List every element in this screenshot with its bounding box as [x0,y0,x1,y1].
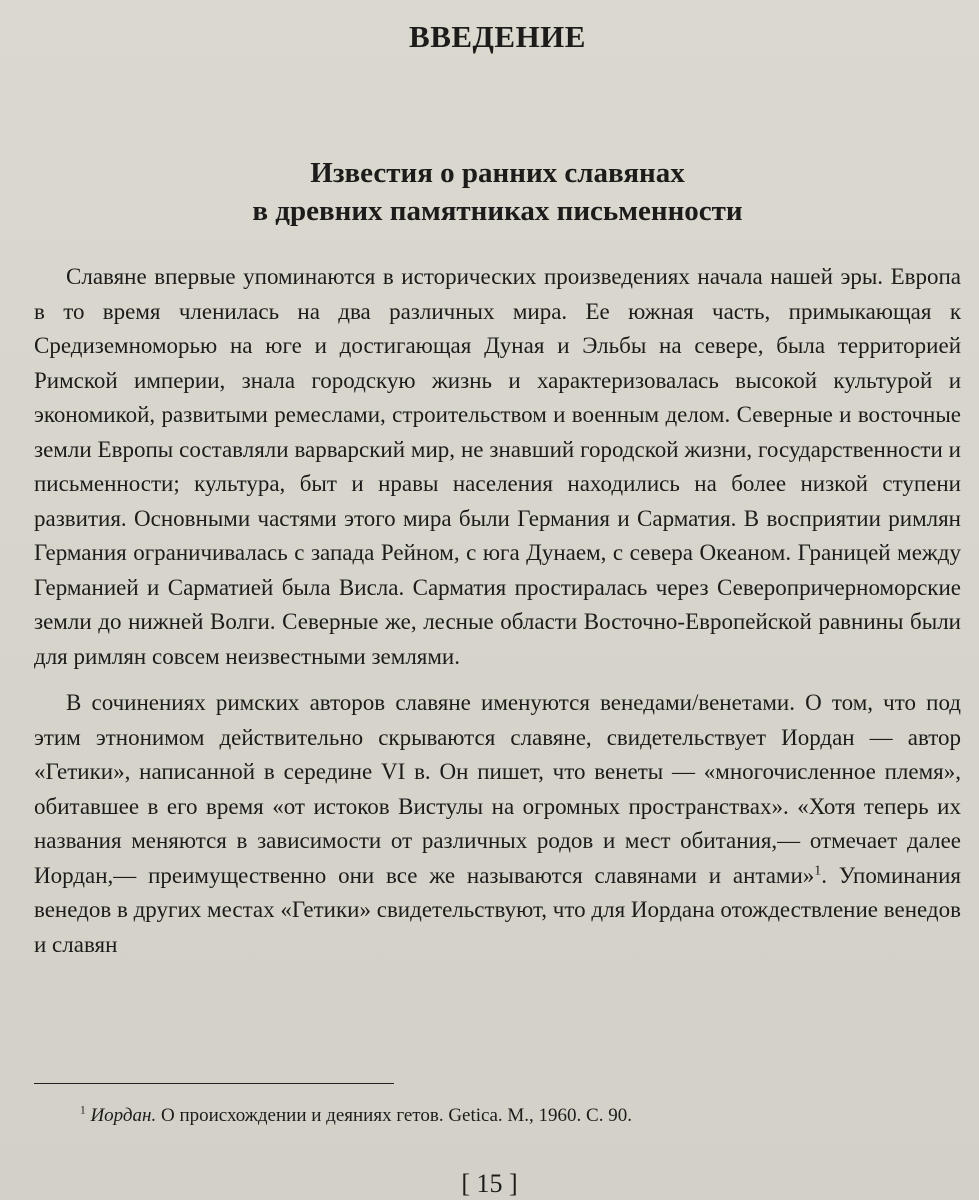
footnote-text: О происхождении и деяниях гетов. Getica. М., 1960. С. 90. [156,1105,632,1126]
section-title-line-1: Известия о ранних славянах [310,157,685,189]
footnote-number: 1 [80,1104,86,1117]
paragraph-2-text-after-note: . Упоминания венедов в других местах «Гетики» свидетельствуют, что для Иордана отождествление венедов и славян [34,862,961,957]
section-title [34,154,961,230]
body-text [34,260,961,962]
footnote-author: Иордан. [90,1105,157,1126]
paragraph-2 [34,686,961,962]
footnote-reference: 1 [814,861,822,877]
footnote [80,1103,632,1129]
paragraph-1: Славяне впервые упоминаются в исторических произведениях начала нашей эры. Европа в то время членилась на два различных мира. Ее южная часть, примыкающая к Средиземноморью на юге и достигающая Дуная и Эльбы на севере, была территорией Римской империи, знала городскую жизнь и характеризовалась высокой культурой и экономикой, развитыми ремеслами, строительством и военным делом. Северные и восточные земли Европы составляли варварский мир, не знавший городской жизни, государственности и письменности; культура, быт и нравы населения находились на более низкой ступени развития. Основными частями этого мира были Германия и Сарматия. В восприятии римлян Германия ограничивалась с запада Рейном, с юга Дунаем, с севера Океаном. Границей между Германией и Сарматией была Висла. Сарматия простиралась через Северопричерноморские земли до нижней Волги. Северные же, лесные области Восточно-Европейской равнины были для римлян совсем неизвестными землями. [34,264,961,669]
section-title-line-2: в древних памятниках письменности [252,195,743,227]
page-number: [ 15 ] [461,1169,518,1198]
chapter-title: ВВЕДЕНИЕ [409,19,586,54]
paragraph-2-text-before-note: В сочинениях римских авторов славяне именуются венедами/венетами. О том, что под этим этнонимом действительно скрываются славяне, свидетельствует Иордан — автор «Гетики», написанной в середине VI в. Он пишет, что венеты — «многочисленное племя», обитавшее в его время «от истоков Вистулы на огромных пространствах». «Хотя теперь их названия меняются в зависимости от различных родов и мест обитания,— отмечает далее Иордан,— преимущественно они все же называются славянами и антами» [34,690,961,888]
footnote-divider [34,1083,394,1084]
